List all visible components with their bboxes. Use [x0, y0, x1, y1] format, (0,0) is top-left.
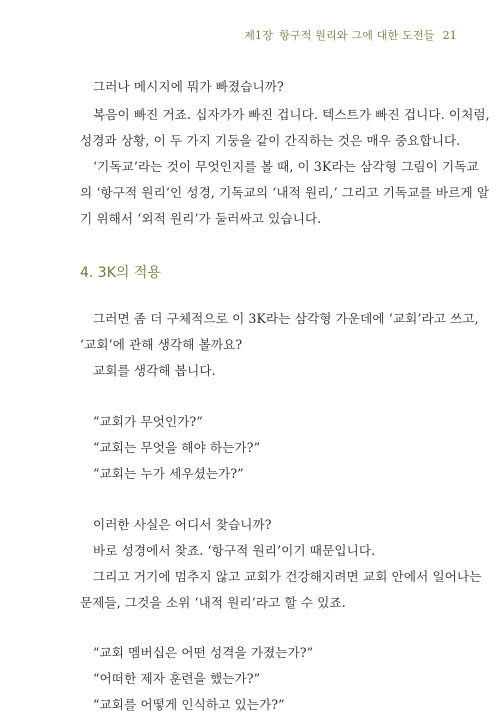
body-line: 교회를 생각해 봅니다.: [93, 363, 216, 378]
body-line: ‘기독교’라는 것이 무엇인지를 볼 때, 이 3K라는 삼각형 그림이 기독교: [93, 159, 479, 174]
body-line: ‘교회’에 관해 생각해 볼까요?: [80, 337, 243, 352]
question-line: “교회를 어떻게 인식하고 있는가?”: [93, 697, 285, 712]
body-line: 복음이 빠진 거죠. 십자가가 빠진 겁니다. 텍스트가 빠진 겁니다. 이처럼,: [93, 107, 490, 122]
body-line: 그러나 메시지에 뭐가 빠졌습니까?: [93, 79, 284, 94]
section-heading: 4. 3K의 적용: [80, 265, 161, 281]
body-line: 그리고 거기에 멈추지 않고 교회가 건강해지려면 교회 안에서 일어나는: [93, 569, 482, 584]
body-line: 이러한 사실은 어디서 찾습니까?: [93, 517, 272, 532]
running-head: [244, 27, 457, 43]
question-line: “교회 멤버십은 어떤 성격을 가졌는가?”: [93, 645, 314, 660]
question-line: “교회는 무엇을 해야 하는가?”: [93, 440, 261, 455]
body-line: 기 위해서 ‘외적 원리’가 둘러싸고 있습니다.: [80, 211, 322, 226]
body-line: 의 ‘항구적 원리’인 성경, 기독교의 ‘내적 원리,’ 그리고 기독교를 바르게 알: [80, 185, 490, 200]
body-line: 문제들, 그것을 소위 ‘내적 원리’라고 할 수 있죠.: [80, 595, 346, 610]
body-line: 그러면 좀 더 구체적으로 이 3K라는 삼각형 가운데에 ‘교회’라고 쓰고,: [93, 311, 479, 326]
question-line: “교회가 무엇인가?”: [93, 414, 203, 429]
question-line: “교회는 누가 세우셨는가?”: [93, 466, 244, 481]
chapter-label: 제1장: [244, 29, 274, 42]
question-line: “어떠한 제자 훈련을 했는가?”: [93, 671, 261, 686]
body-line: 성경과 상황, 이 두 가지 기둥을 같이 간직하는 것은 매우 중요합니다.: [80, 133, 461, 148]
body-line: 바로 성경에서 찾죠. ‘항구적 원리’이기 때문입니다.: [93, 543, 376, 558]
chapter-title: 항구적 원리와 그에 대한 도전들: [279, 29, 435, 42]
page-number: 21: [442, 29, 457, 42]
